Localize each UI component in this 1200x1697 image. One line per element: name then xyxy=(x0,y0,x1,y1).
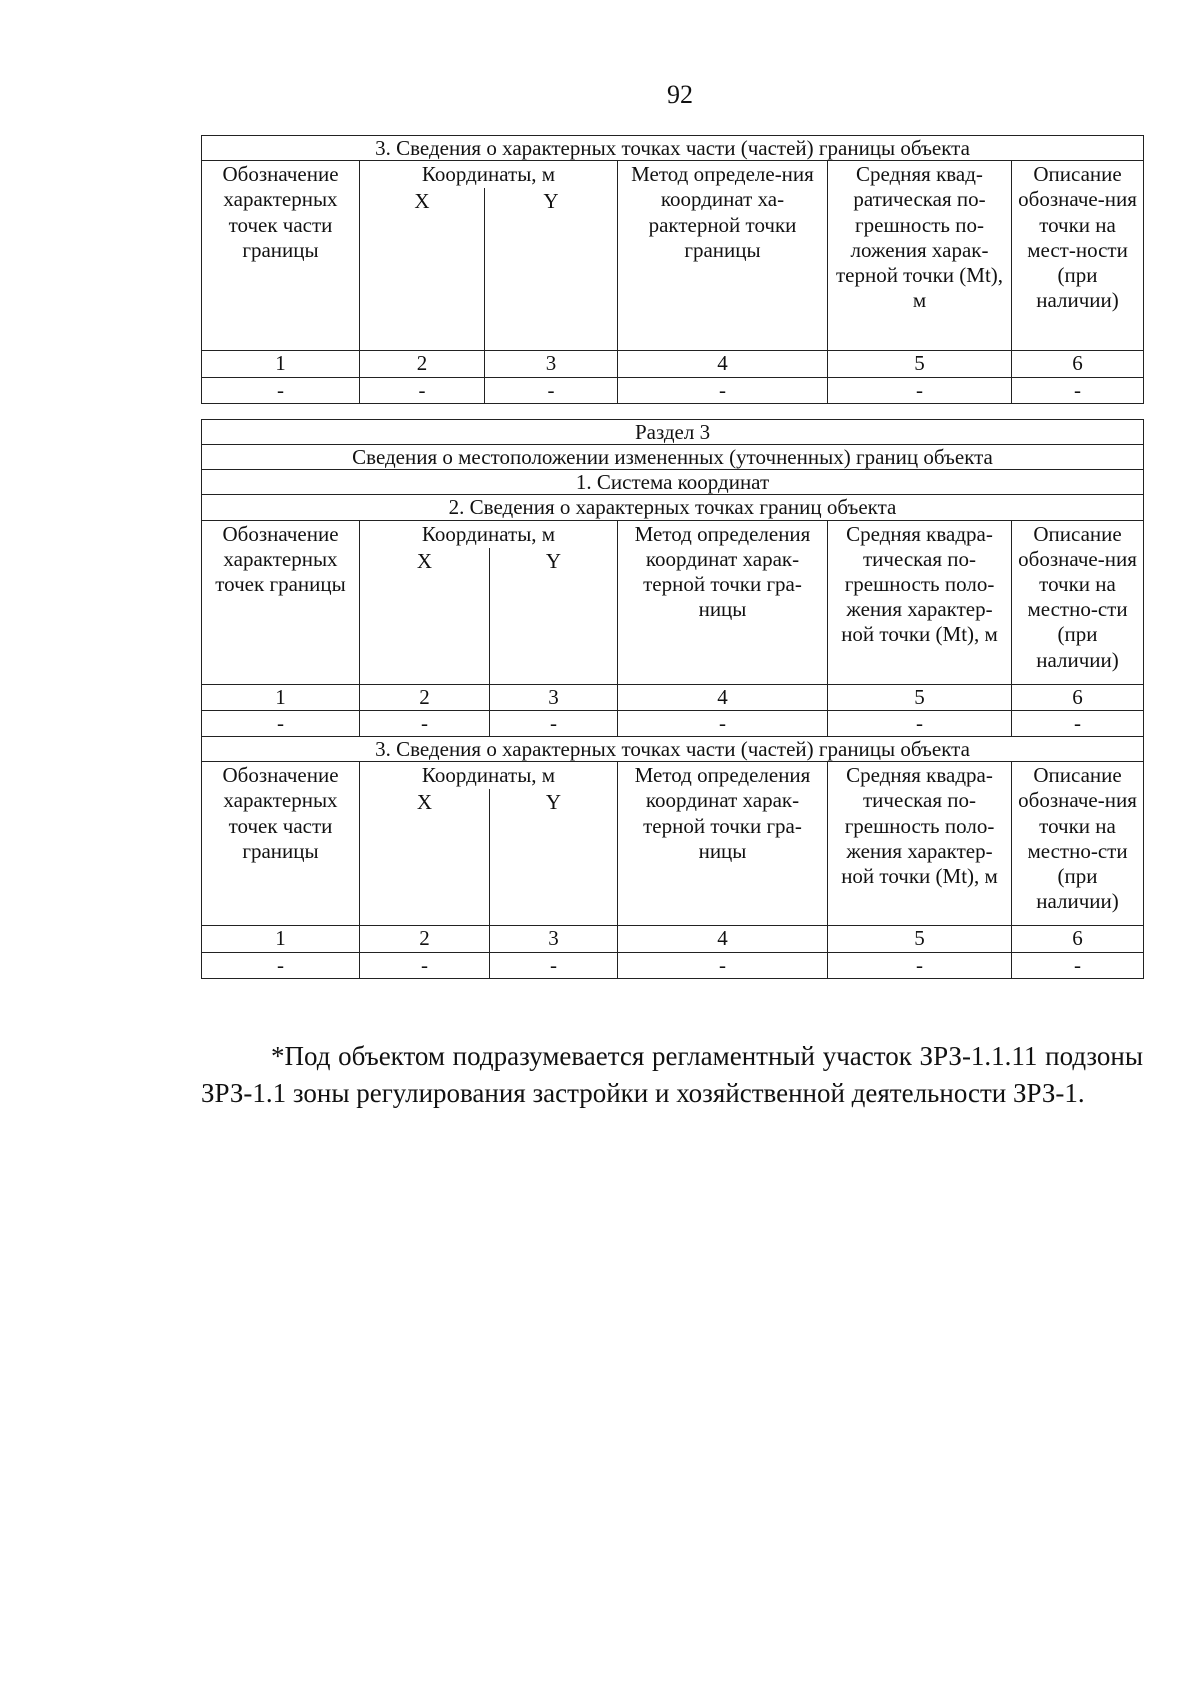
table-heading: 3. Сведения о характерных точках части (частей) границы объекта xyxy=(202,136,1144,161)
column-number: 4 xyxy=(618,926,828,952)
empty-cell: - xyxy=(202,377,360,403)
column-number-row xyxy=(202,684,1144,710)
empty-cell: - xyxy=(1012,952,1144,978)
footnote xyxy=(201,1038,1143,1113)
section-subtitle: Сведения о местоположении измененных (уточненных) границ объекта xyxy=(202,445,1144,470)
section-3-table xyxy=(201,419,1144,979)
header-error: Средняя квадра-тическая по-грешность поло-жения характер-ной точки (Mt), м xyxy=(828,520,1012,684)
header-method: Метод определе-ния координат ха-рактерной точки границы xyxy=(618,161,828,351)
header-description: Описание обозначе-ния точки на мест-ности (при наличии) xyxy=(1012,161,1144,351)
part-boundary-points-table-1 xyxy=(201,135,1144,404)
column-number: 1 xyxy=(202,351,360,377)
column-number: 2 xyxy=(360,351,485,377)
table-row xyxy=(202,952,1144,978)
coordinate-system-heading: 1. Система координат xyxy=(202,470,1144,495)
header-description: Описание обозначе-ния точки на местно-сти (при наличии) xyxy=(1012,762,1144,926)
part-boundary-points-heading: 3. Сведения о характерных точках части (частей) границы объекта xyxy=(202,737,1144,762)
column-number: 6 xyxy=(1012,926,1144,952)
column-number: 1 xyxy=(202,684,360,710)
header-x: X xyxy=(360,548,490,685)
empty-cell: - xyxy=(1012,377,1144,403)
table-row xyxy=(202,710,1144,736)
empty-cell: - xyxy=(1012,710,1144,736)
header-x: X xyxy=(360,789,490,926)
empty-cell: - xyxy=(490,952,618,978)
column-number: 6 xyxy=(1012,684,1144,710)
column-number: 4 xyxy=(618,684,828,710)
empty-cell: - xyxy=(618,710,828,736)
column-number: 6 xyxy=(1012,351,1144,377)
empty-cell: - xyxy=(828,710,1012,736)
empty-cell: - xyxy=(490,710,618,736)
empty-cell: - xyxy=(202,952,360,978)
boundary-points-heading: 2. Сведения о характерных точках границ объекта xyxy=(202,495,1144,520)
empty-cell: - xyxy=(485,377,618,403)
header-coordinates: Координаты, м xyxy=(360,762,618,790)
empty-cell: - xyxy=(202,710,360,736)
column-number: 5 xyxy=(828,926,1012,952)
column-number: 3 xyxy=(490,684,618,710)
column-number: 3 xyxy=(485,351,618,377)
column-number: 5 xyxy=(828,351,1012,377)
page-number: 92 xyxy=(667,80,693,109)
column-number: 1 xyxy=(202,926,360,952)
column-number: 4 xyxy=(618,351,828,377)
empty-cell: - xyxy=(360,377,485,403)
header-description: Описание обозначе-ния точки на местно-сти (при наличии) xyxy=(1012,520,1144,684)
empty-cell: - xyxy=(618,952,828,978)
column-number: 5 xyxy=(828,684,1012,710)
column-number: 3 xyxy=(490,926,618,952)
header-y: Y xyxy=(490,548,618,685)
header-error: Средняя квадра-тическая по-грешность поло-жения характер-ной точки (Mt), м xyxy=(828,762,1012,926)
column-number: 2 xyxy=(360,926,490,952)
header-error: Средняя квад-ратическая по-грешность по-ложения харак-терной точки (Mt), м xyxy=(828,161,1012,351)
empty-cell: - xyxy=(618,377,828,403)
column-number: 2 xyxy=(360,684,490,710)
empty-cell: - xyxy=(828,377,1012,403)
header-method: Метод определения координат харак-терной точки гра-ницы xyxy=(618,520,828,684)
section-title: Раздел 3 xyxy=(202,420,1144,445)
empty-cell: - xyxy=(828,952,1012,978)
column-number-row xyxy=(202,351,1144,377)
header-y: Y xyxy=(490,789,618,926)
header-designation: Обозначение характерных точек части границы xyxy=(202,161,360,351)
header-designation: Обозначение характерных точек части границы xyxy=(202,762,360,926)
header-designation: Обозначение характерных точек границы xyxy=(202,520,360,684)
empty-cell: - xyxy=(360,952,490,978)
footnote-text: *Под объектом подразумевается регламентный участок ЗРЗ-1.1.11 подзоны ЗРЗ-1.1 зоны регулирования застройки и хозяйственной деятельности ЗРЗ-1. xyxy=(201,1041,1143,1109)
header-method: Метод определения координат харак-терной точки гра-ницы xyxy=(618,762,828,926)
header-coordinates: Координаты, м xyxy=(360,520,618,548)
header-y: Y xyxy=(485,188,618,351)
column-number-row xyxy=(202,926,1144,952)
empty-cell: - xyxy=(360,710,490,736)
table-row xyxy=(202,377,1144,403)
header-x: X xyxy=(360,188,485,351)
header-coordinates: Координаты, м xyxy=(360,161,618,189)
